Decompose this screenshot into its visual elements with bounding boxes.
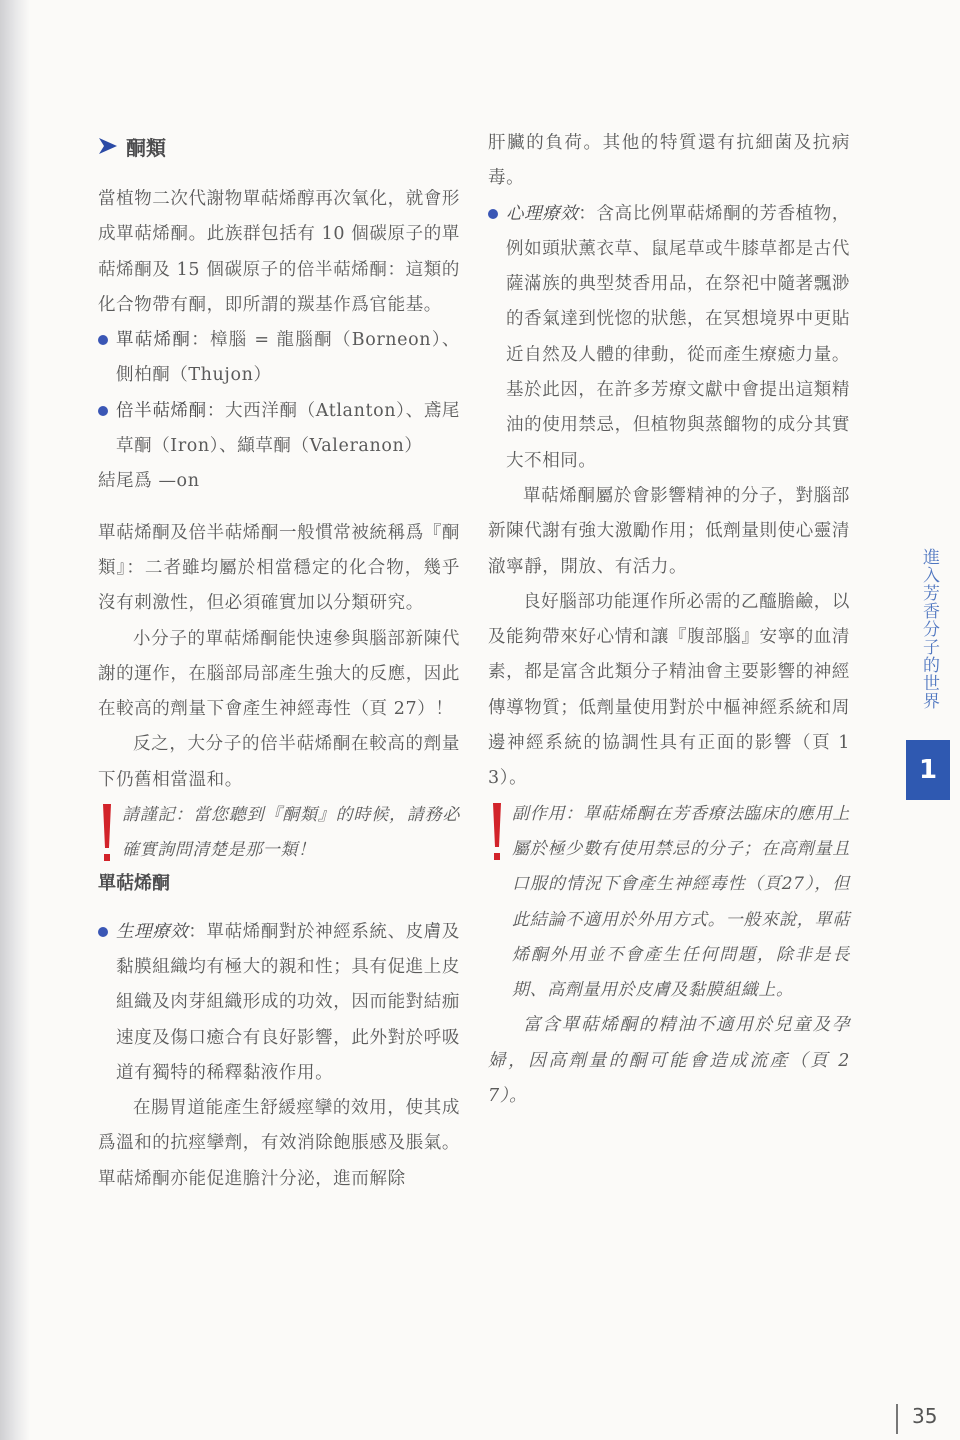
chapter-tab: 1 [906, 740, 950, 800]
bullet-lead: 生理療效 [116, 921, 189, 942]
bullet-dot-icon [98, 335, 108, 345]
page-number: 35 [912, 1404, 938, 1428]
exclamation-icon [490, 801, 504, 865]
right-column [488, 126, 850, 1114]
warning-note-text: 請謹記：當您聽到『酮類』的時候，請務必確實詢問清楚是那一類！ [122, 805, 460, 861]
side-effects-note-text: 副作用：單萜烯酮在芳香療法臨床的應用上屬於極少數有使用禁忌的分子；在高劑量且口服的情況下會產生神經毒性（頁27），但此結論不適用於外用方式。一般來說，單萜烯酮外用並不會產生任何問題，除非是長期、高劑量用於皮膚及黏膜組織上。 [512, 803, 850, 1001]
bullet-dot-icon [488, 209, 498, 219]
suffix-line: 結尾爲 —on [98, 471, 200, 492]
arrow-bullet-icon [98, 136, 118, 156]
bullet-psychological-effects [488, 197, 850, 479]
paragraph: 在腸胃道能產生舒緩痙攣的效用，使其成爲溫和的抗痙攣劑，有效消除飽脹感及脹氣。單萜烯酮亦能促進膽汁分泌，進而解除 [98, 1098, 460, 1189]
bullet-monoterpene-ketones [98, 323, 460, 394]
paragraph: 單萜烯酮及倍半萜烯酮一般慣常被統稱爲『酮類』：二者雖均屬於相當穩定的化合物，幾乎沒有刺激性，但必須確實加以分類研究。 [98, 522, 460, 614]
chapter-side-title: 進入芳香分子的世界 [919, 548, 939, 710]
bullet-sesquiterpene-ketones [98, 394, 460, 465]
side-effects-note [488, 797, 850, 1009]
warning-note [98, 798, 460, 869]
bullet-dot-icon [98, 927, 108, 937]
page-binding-shadow [0, 0, 30, 1440]
subheading-monoterpene-ketones: 單萜烯酮 [98, 872, 170, 894]
paragraph: 反之，大分子的倍半萜烯酮在較高的劑量下仍舊相當溫和。 [98, 734, 460, 790]
section-title-text: 酮類 [126, 135, 166, 160]
intro-paragraph: 當植物二次代謝物單萜烯醇再次氧化，就會形成單萜烯酮。此族群包括有 10 個碳原子的單萜烯酮及 15 個碳原子的倍半萜烯酮：這類的化合物帶有酮，即所謂的羰基作爲官能基。 [98, 189, 460, 315]
bullet-text: ：含高比例單萜烯酮的芳香植物，例如頭狀薰衣草、鼠尾草或牛膝草都是古代薩滿族的典型焚香用品，在祭祀中隨著飄渺的香氣達到恍惚的狀態，在冥想境界中更貼近自然及人體的律動，從而產生療癒力量。基於此因，在許多芳療文獻中會提出這類精油的使用禁忌，但植物與蒸餾物的成分其實大不相同。 [506, 203, 850, 471]
bullet-lead: 倍半萜烯酮 [116, 400, 207, 421]
page-number-divider [896, 1404, 898, 1434]
bullet-lead: 單萜烯酮 [116, 330, 192, 351]
bullet-text: ：樟腦 = 龍腦酮（Borneon）、側柏酮（Thujon） [116, 330, 460, 386]
paragraph: 單萜烯酮屬於會影響精神的分子，對腦部新陳代謝有強大激勵作用；低劑量則使心靈清澈寧靜，開放、有活力。 [488, 485, 850, 577]
bullet-lead: 心理療效 [506, 203, 579, 224]
paragraph: 富含單萜烯酮的精油不適用於兒童及孕婦，因高劑量的酮可能會造成流產（頁 27）。 [488, 1015, 850, 1107]
section-title-ketones [98, 126, 460, 166]
paragraph: 肝臟的負荷。其他的特質還有抗細菌及抗病毒。 [488, 133, 850, 189]
bullet-physiological-effects [98, 915, 460, 1091]
bullet-dot-icon [98, 406, 108, 416]
paragraph: 良好腦部功能運作所必需的乙醯膽鹼，以及能夠帶來好心情和讓『腹部腦』安寧的血清素，都是富含此類分子精油會主要影響的神經傳導物質；低劑量使用對於中樞神經系統和周邊神經系統的協調性具有正面的影響（頁 13）。 [488, 591, 850, 789]
bullet-text: ：大西洋酮（Atlanton）、鳶尾草酮（Iron）、纈草酮（Valeranon） [116, 400, 460, 457]
bullet-text: ：單萜烯酮對於神經系統、皮膚及黏膜組織均有極大的親和性；具有促進上皮組織及肉芽組織形成的功效，因而能對結痂速度及傷口癒合有良好影響，此外對於呼吸道有獨特的稀釋黏液作用。 [116, 921, 460, 1083]
exclamation-icon [100, 802, 114, 866]
paragraph: 小分子的單萜烯酮能快速參與腦部新陳代謝的運作，在腦部局部產生強大的反應，因此在較高的劑量下會產生神經毒性（頁 27）！ [98, 628, 460, 720]
left-column [98, 126, 460, 1197]
